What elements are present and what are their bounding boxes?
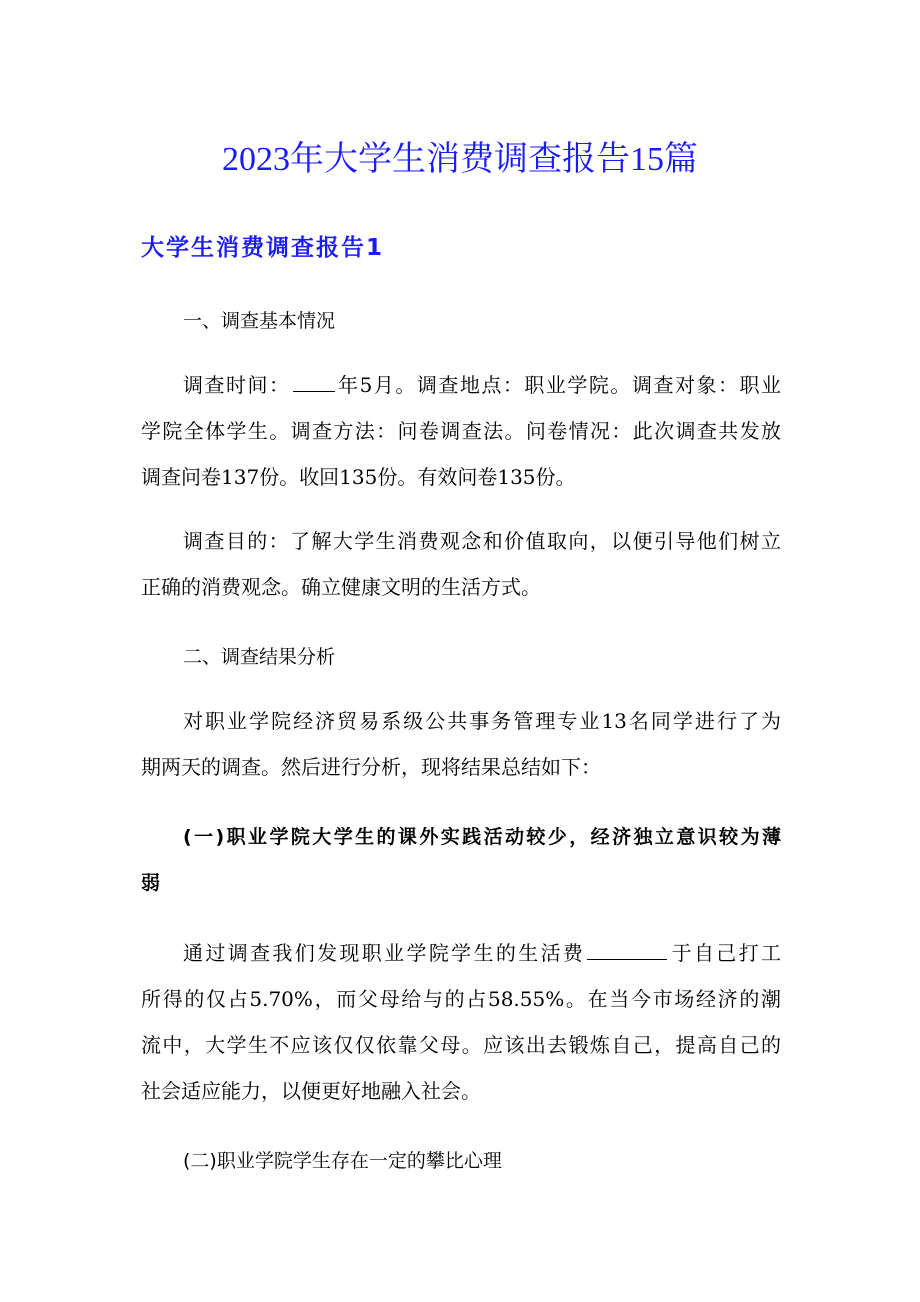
finding1-body-line-2: 所得的仅占5.70%，而父母给与的占58.55%。在当今市场经济的潮 <box>141 987 781 1011</box>
finding1-body-line-4: 社会适应能力，以便更好地融入社会。 <box>141 1079 481 1103</box>
survey-time-label: 调查时间： <box>183 373 291 397</box>
section-heading: 大学生消费调查报告1 <box>141 235 385 261</box>
part1-heading: 一、调查基本情况 <box>183 310 336 332</box>
finding2-heading: (二)职业学院学生存在一定的攀比心理 <box>183 1150 502 1172</box>
living-cost-text: 通过调查我们发现职业学院学生的生活费 <box>183 941 586 965</box>
finding2-heading-block <box>141 1138 781 1184</box>
part2-heading-block <box>141 634 781 680</box>
part1-heading-block <box>141 298 781 344</box>
basic-info-line-1-rest: 年5月。调查地点：职业学院。调查对象：职业 <box>336 373 782 397</box>
finding1-body-line-1 <box>141 930 781 976</box>
finding1-body <box>141 930 781 1114</box>
finding1-body-line-1-rest: 于自己打工 <box>669 941 782 965</box>
purpose-line-2: 正确的消费观念。确立健康文明的生活方式。 <box>141 575 541 599</box>
purpose-line-1: 调查目的：了解大学生消费观念和价值取向，以便引导他们树立 <box>183 529 781 553</box>
survey-year-blank <box>293 390 335 392</box>
basic-info-paragraph <box>141 362 781 500</box>
basic-info-line-3: 调查问卷137份。收回135份。有效问卷135份。 <box>141 465 576 489</box>
finding1-body-line-3: 流中，大学生不应该仅仅依靠父母。应该出去锻炼自己，提高自己的 <box>141 1033 781 1057</box>
finding1-heading-line-1: (一)职业学院大学生的课外实践活动较少，经济独立意识较为薄 <box>183 826 781 848</box>
intro-line-1: 对职业学院经济贸易系级公共事务管理专业13名同学进行了为 <box>183 709 781 733</box>
basic-info-line-2: 学院全体学生。调查方法：问卷调查法。问卷情况：此次调查共发放 <box>141 419 781 443</box>
part2-heading: 二、调查结果分析 <box>183 646 336 668</box>
purpose-paragraph <box>141 518 781 610</box>
finding1-heading-block <box>141 814 781 906</box>
document-title: 2023年大学生消费调查报告15篇 <box>222 141 698 178</box>
living-cost-blank <box>587 958 667 960</box>
intro-line-2: 期两天的调查。然后进行分析，现将结果总结如下： <box>141 755 601 779</box>
intro-paragraph <box>141 698 781 790</box>
finding1-heading-line-2: 弱 <box>141 872 161 894</box>
basic-info-line-1 <box>141 362 781 408</box>
